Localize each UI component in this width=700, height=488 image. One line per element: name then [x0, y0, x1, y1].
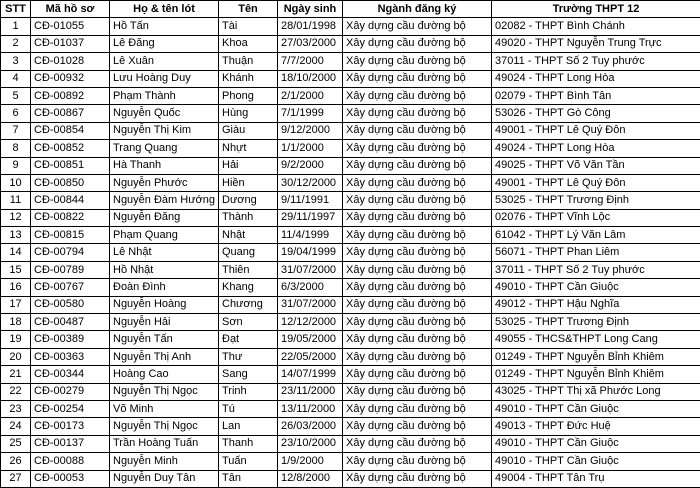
cell-birthdate: 12/8/2000 [278, 470, 343, 487]
cell-surname: Hồ Tấn [110, 18, 219, 35]
cell-record-id: CĐ-00487 [31, 314, 110, 331]
cell-stt: 27 [1, 470, 31, 487]
cell-birthdate: 9/11/1991 [278, 192, 343, 209]
cell-given-name: Hải [219, 157, 278, 174]
cell-given-name: Thiên [219, 261, 278, 278]
cell-given-name: Thanh [219, 435, 278, 452]
header-given-name: Tên [219, 1, 278, 18]
cell-given-name: Khang [219, 279, 278, 296]
cell-birthdate: 29/11/1997 [278, 209, 343, 226]
cell-given-name: Giàu [219, 122, 278, 139]
table-row [1, 279, 700, 296]
cell-school: 61042 - THPT Lý Văn Lâm [492, 227, 700, 244]
table-row [1, 140, 700, 157]
cell-school: 53025 - THPT Trương Định [492, 192, 700, 209]
cell-school: 49004 - THPT Tân Trụ [492, 470, 700, 487]
cell-school: 49001 - THPT Lê Quý Đôn [492, 122, 700, 139]
cell-surname: Phạm Quang [110, 227, 219, 244]
cell-record-id: CĐ-00363 [31, 348, 110, 365]
table-row [1, 296, 700, 313]
table-row [1, 105, 700, 122]
cell-major: Xây dựng cầu đường bộ [343, 140, 492, 157]
cell-stt: 7 [1, 122, 31, 139]
cell-school: 49010 - THPT Cần Giuộc [492, 453, 700, 470]
cell-record-id: CĐ-01028 [31, 53, 110, 70]
cell-stt: 23 [1, 400, 31, 417]
cell-given-name: Phong [219, 87, 278, 104]
cell-given-name: Thành [219, 209, 278, 226]
cell-record-id: CĐ-00767 [31, 279, 110, 296]
cell-record-id: CĐ-01037 [31, 35, 110, 52]
cell-stt: 22 [1, 383, 31, 400]
cell-record-id: CĐ-00854 [31, 122, 110, 139]
cell-given-name: Đạt [219, 331, 278, 348]
cell-school: 56071 - THPT Phan Liêm [492, 244, 700, 261]
cell-given-name: Tài [219, 18, 278, 35]
cell-record-id: CĐ-00892 [31, 87, 110, 104]
cell-birthdate: 19/04/1999 [278, 244, 343, 261]
cell-surname: Nguyễn Đàm Hướng [110, 192, 219, 209]
cell-stt: 5 [1, 87, 31, 104]
cell-school: 53025 - THPT Trương Định [492, 314, 700, 331]
cell-given-name: Hùng [219, 105, 278, 122]
cell-record-id: CĐ-00389 [31, 331, 110, 348]
cell-school: 37011 - THPT Số 2 Tuy phước [492, 53, 700, 70]
cell-birthdate: 1/1/2000 [278, 140, 343, 157]
cell-surname: Nguyễn Thị Ngọc [110, 418, 219, 435]
cell-stt: 25 [1, 435, 31, 452]
cell-birthdate: 7/1/1999 [278, 105, 343, 122]
cell-surname: Lưu Hoàng Duy [110, 70, 219, 87]
cell-record-id: CĐ-00867 [31, 105, 110, 122]
cell-given-name: Lan [219, 418, 278, 435]
cell-record-id: CĐ-00580 [31, 296, 110, 313]
cell-school: 49010 - THPT Cần Giuộc [492, 435, 700, 452]
table-row [1, 418, 700, 435]
cell-birthdate: 14/07/1999 [278, 366, 343, 383]
cell-birthdate: 31/07/2000 [278, 296, 343, 313]
cell-major: Xây dựng cầu đường bộ [343, 192, 492, 209]
cell-major: Xây dựng cầu đường bộ [343, 470, 492, 487]
cell-birthdate: 1/9/2000 [278, 453, 343, 470]
cell-surname: Nguyễn Hải [110, 314, 219, 331]
cell-major: Xây dựng cầu đường bộ [343, 418, 492, 435]
cell-major: Xây dựng cầu đường bộ [343, 35, 492, 52]
table-row [1, 174, 700, 191]
cell-school: 01249 - THPT Nguyễn Bỉnh Khiêm [492, 366, 700, 383]
cell-record-id: CĐ-00088 [31, 453, 110, 470]
cell-surname: Trần Hoàng Tuấn [110, 435, 219, 452]
cell-surname: Nguyễn Phước [110, 174, 219, 191]
cell-birthdate: 2/1/2000 [278, 87, 343, 104]
cell-surname: Võ Minh [110, 400, 219, 417]
cell-given-name: Chương [219, 296, 278, 313]
cell-surname: Hoàng Cao [110, 366, 219, 383]
cell-record-id: CĐ-00815 [31, 227, 110, 244]
cell-major: Xây dựng cầu đường bộ [343, 244, 492, 261]
cell-birthdate: 23/10/2000 [278, 435, 343, 452]
cell-school: 02079 - THPT Bình Tân [492, 87, 700, 104]
cell-birthdate: 28/01/1998 [278, 18, 343, 35]
header-row [1, 1, 700, 18]
cell-birthdate: 12/12/2000 [278, 314, 343, 331]
table-row [1, 470, 700, 487]
cell-major: Xây dựng cầu đường bộ [343, 105, 492, 122]
cell-major: Xây dựng cầu đường bộ [343, 314, 492, 331]
cell-stt: 1 [1, 18, 31, 35]
cell-surname: Hà Thanh [110, 157, 219, 174]
cell-surname: Lê Đăng [110, 35, 219, 52]
cell-major: Xây dựng cầu đường bộ [343, 53, 492, 70]
cell-stt: 9 [1, 157, 31, 174]
cell-stt: 4 [1, 70, 31, 87]
cell-school: 43025 - THPT Thị xã Phước Long [492, 383, 700, 400]
cell-major: Xây dựng cầu đường bộ [343, 435, 492, 452]
cell-major: Xây dựng cầu đường bộ [343, 70, 492, 87]
cell-surname: Nguyễn Đăng [110, 209, 219, 226]
cell-birthdate: 9/12/2000 [278, 122, 343, 139]
header-surname: Họ & tên lót [110, 1, 219, 18]
cell-major: Xây dựng cầu đường bộ [343, 261, 492, 278]
table-row [1, 331, 700, 348]
cell-given-name: Dương [219, 192, 278, 209]
table-row [1, 35, 700, 52]
cell-given-name: Quang [219, 244, 278, 261]
cell-given-name: Trinh [219, 383, 278, 400]
cell-birthdate: 11/4/1999 [278, 227, 343, 244]
header-school: Trường THPT 12 [492, 1, 700, 18]
cell-stt: 11 [1, 192, 31, 209]
cell-surname: Nguyễn Thị Ngọc [110, 383, 219, 400]
cell-school: 49055 - THCS&THPT Long Cang [492, 331, 700, 348]
cell-surname: Nguyễn Thị Anh [110, 348, 219, 365]
cell-given-name: Sang [219, 366, 278, 383]
cell-given-name: Hiền [219, 174, 278, 191]
cell-surname: Phạm Thành [110, 87, 219, 104]
cell-school: 49010 - THPT Cần Giuộc [492, 279, 700, 296]
cell-school: 49013 - THPT Đức Huệ [492, 418, 700, 435]
table-row [1, 314, 700, 331]
table-row [1, 453, 700, 470]
cell-birthdate: 7/7/2000 [278, 53, 343, 70]
cell-school: 49025 - THPT Võ Văn Tần [492, 157, 700, 174]
cell-surname: Hồ Nhật [110, 261, 219, 278]
cell-stt: 21 [1, 366, 31, 383]
cell-major: Xây dựng cầu đường bộ [343, 348, 492, 365]
header-major: Ngành đăng ký [343, 1, 492, 18]
cell-school: 37011 - THPT Số 2 Tuy phước [492, 261, 700, 278]
cell-major: Xây dựng cầu đường bộ [343, 18, 492, 35]
cell-surname: Nguyễn Thị Kim [110, 122, 219, 139]
cell-stt: 2 [1, 35, 31, 52]
table-body [1, 18, 700, 488]
cell-major: Xây dựng cầu đường bộ [343, 157, 492, 174]
cell-major: Xây dựng cầu đường bộ [343, 122, 492, 139]
cell-major: Xây dựng cầu đường bộ [343, 279, 492, 296]
table-row [1, 435, 700, 452]
table-row [1, 53, 700, 70]
cell-major: Xây dựng cầu đường bộ [343, 296, 492, 313]
cell-school: 02082 - THPT Bình Chánh [492, 18, 700, 35]
cell-major: Xây dựng cầu đường bộ [343, 383, 492, 400]
cell-school: 49001 - THPT Lê Quý Đôn [492, 174, 700, 191]
cell-stt: 13 [1, 227, 31, 244]
cell-birthdate: 30/12/2000 [278, 174, 343, 191]
cell-school: 49010 - THPT Cần Giuộc [492, 400, 700, 417]
cell-school: 49024 - THPT Long Hòa [492, 140, 700, 157]
cell-given-name: Nhật [219, 227, 278, 244]
cell-birthdate: 23/11/2000 [278, 383, 343, 400]
table-row [1, 383, 700, 400]
cell-given-name: Nhựt [219, 140, 278, 157]
cell-major: Xây dựng cầu đường bộ [343, 174, 492, 191]
table-row [1, 70, 700, 87]
cell-stt: 14 [1, 244, 31, 261]
cell-birthdate: 26/03/2000 [278, 418, 343, 435]
cell-record-id: CĐ-00137 [31, 435, 110, 452]
cell-surname: Nguyễn Quốc [110, 105, 219, 122]
table-row [1, 192, 700, 209]
cell-record-id: CĐ-00344 [31, 366, 110, 383]
cell-major: Xây dựng cầu đường bộ [343, 209, 492, 226]
cell-stt: 6 [1, 105, 31, 122]
cell-school: 49020 - THPT Nguyễn Trung Trực [492, 35, 700, 52]
cell-stt: 19 [1, 331, 31, 348]
cell-birthdate: 19/05/2000 [278, 331, 343, 348]
cell-stt: 8 [1, 140, 31, 157]
cell-stt: 26 [1, 453, 31, 470]
cell-record-id: CĐ-00173 [31, 418, 110, 435]
table-row [1, 87, 700, 104]
cell-record-id: CĐ-00844 [31, 192, 110, 209]
table-row [1, 18, 700, 35]
cell-record-id: CĐ-00932 [31, 70, 110, 87]
cell-stt: 17 [1, 296, 31, 313]
cell-school: 02076 - THPT Vĩnh Lộc [492, 209, 700, 226]
cell-stt: 18 [1, 314, 31, 331]
header-record-id: Mã hồ sơ [31, 1, 110, 18]
cell-record-id: CĐ-00851 [31, 157, 110, 174]
cell-given-name: Tuấn [219, 453, 278, 470]
cell-school: 01249 - THPT Nguyễn Bỉnh Khiêm [492, 348, 700, 365]
cell-surname: Đoàn Đình [110, 279, 219, 296]
cell-stt: 24 [1, 418, 31, 435]
cell-given-name: Khánh [219, 70, 278, 87]
cell-given-name: Thuận [219, 53, 278, 70]
cell-birthdate: 22/05/2000 [278, 348, 343, 365]
cell-birthdate: 31/07/2000 [278, 261, 343, 278]
cell-school: 53026 - THPT Gò Công [492, 105, 700, 122]
cell-record-id: CĐ-00822 [31, 209, 110, 226]
table-row [1, 400, 700, 417]
cell-surname: Lê Xuân [110, 53, 219, 70]
table-row [1, 209, 700, 226]
cell-stt: 20 [1, 348, 31, 365]
cell-surname: Trang Quang [110, 140, 219, 157]
cell-stt: 3 [1, 53, 31, 70]
cell-surname: Nguyễn Hoàng [110, 296, 219, 313]
table-row [1, 348, 700, 365]
cell-surname: Nguyễn Minh [110, 453, 219, 470]
cell-given-name: Tân [219, 470, 278, 487]
table-row [1, 261, 700, 278]
header-stt: STT [1, 1, 31, 18]
cell-birthdate: 9/2/2000 [278, 157, 343, 174]
cell-major: Xây dựng cầu đường bộ [343, 400, 492, 417]
table-row [1, 157, 700, 174]
cell-surname: Nguyễn Tấn [110, 331, 219, 348]
cell-stt: 12 [1, 209, 31, 226]
cell-stt: 15 [1, 261, 31, 278]
cell-record-id: CĐ-00852 [31, 140, 110, 157]
cell-record-id: CĐ-00789 [31, 261, 110, 278]
cell-record-id: CĐ-00850 [31, 174, 110, 191]
cell-record-id: CĐ-00279 [31, 383, 110, 400]
table-row [1, 122, 700, 139]
cell-stt: 16 [1, 279, 31, 296]
cell-given-name: Thư [219, 348, 278, 365]
cell-major: Xây dựng cầu đường bộ [343, 227, 492, 244]
cell-stt: 10 [1, 174, 31, 191]
cell-major: Xây dựng cầu đường bộ [343, 87, 492, 104]
cell-birthdate: 6/3/2000 [278, 279, 343, 296]
cell-school: 49012 - THPT Hậu Nghĩa [492, 296, 700, 313]
cell-given-name: Sơn [219, 314, 278, 331]
cell-major: Xây dựng cầu đường bộ [343, 366, 492, 383]
cell-birthdate: 27/03/2000 [278, 35, 343, 52]
table-row [1, 227, 700, 244]
cell-major: Xây dựng cầu đường bộ [343, 331, 492, 348]
table-row [1, 244, 700, 261]
cell-record-id: CĐ-00053 [31, 470, 110, 487]
cell-given-name: Khoa [219, 35, 278, 52]
cell-record-id: CĐ-00254 [31, 400, 110, 417]
cell-birthdate: 18/10/2000 [278, 70, 343, 87]
table-row [1, 366, 700, 383]
cell-record-id: CĐ-00794 [31, 244, 110, 261]
cell-school: 49024 - THPT Long Hòa [492, 70, 700, 87]
cell-major: Xây dựng cầu đường bộ [343, 453, 492, 470]
cell-surname: Nguyễn Duy Tân [110, 470, 219, 487]
header-birthdate: Ngày sinh [278, 1, 343, 18]
cell-record-id: CĐ-01055 [31, 18, 110, 35]
cell-surname: Lê Nhật [110, 244, 219, 261]
cell-birthdate: 13/11/2000 [278, 400, 343, 417]
cell-given-name: Tú [219, 400, 278, 417]
